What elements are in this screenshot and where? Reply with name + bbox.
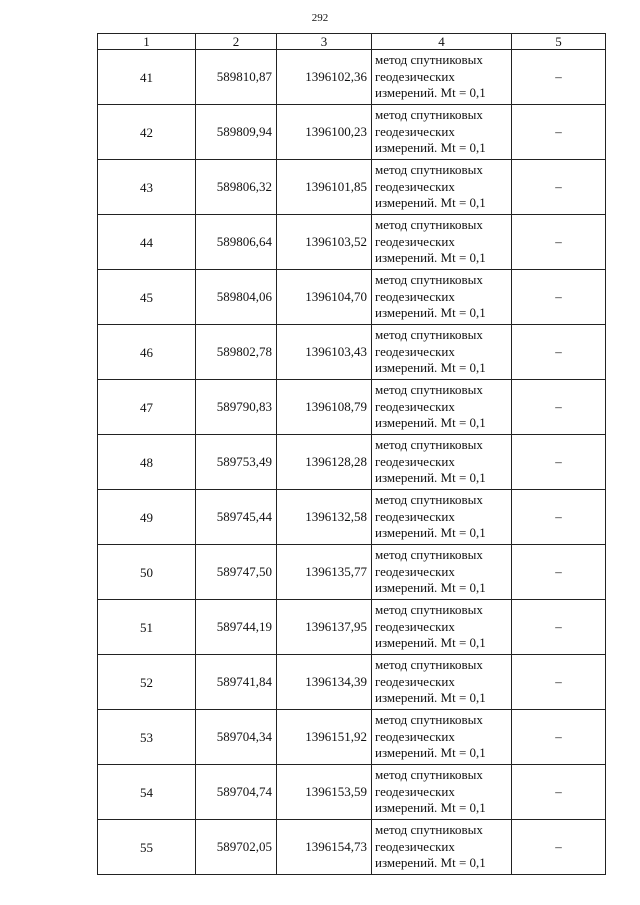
y-coordinate-cell: 1396108,79 — [277, 380, 372, 435]
point-number-cell: 45 — [98, 270, 196, 325]
point-number-cell: 54 — [98, 765, 196, 820]
method-cell — [372, 215, 512, 270]
y-coordinate-cell: 1396132,58 — [277, 490, 372, 545]
method-line: измерений. Mt = 0,1 — [375, 745, 486, 761]
point-number-cell: 48 — [98, 435, 196, 490]
table-row — [98, 160, 606, 215]
x-coordinate-cell: 589810,87 — [196, 50, 277, 105]
method-cell — [372, 820, 512, 875]
method-cell — [372, 105, 512, 160]
header-col-3: 3 — [277, 34, 372, 50]
method-line: метод спутниковых — [375, 822, 483, 838]
x-coordinate-cell: 589747,50 — [196, 545, 277, 600]
table-row — [98, 710, 606, 765]
table-row — [98, 215, 606, 270]
method-line: геодезических — [375, 838, 455, 854]
x-coordinate-cell: 589745,44 — [196, 490, 277, 545]
method-line: метод спутниковых — [375, 327, 483, 343]
table-row — [98, 380, 606, 435]
method-line: метод спутниковых — [375, 602, 483, 618]
point-number-cell: 41 — [98, 50, 196, 105]
method-line: геодезических — [375, 453, 455, 469]
method-line: геодезических — [375, 288, 455, 304]
table-header-row — [98, 34, 606, 50]
method-line: измерений. Mt = 0,1 — [375, 415, 486, 431]
x-coordinate-cell: 589704,34 — [196, 710, 277, 765]
x-coordinate-cell: 589806,64 — [196, 215, 277, 270]
table-row — [98, 105, 606, 160]
method-line: геодезических — [375, 123, 455, 139]
method-line: измерений. Mt = 0,1 — [375, 85, 486, 101]
page-number: 292 — [311, 12, 329, 24]
x-coordinate-cell: 589804,06 — [196, 270, 277, 325]
method-line: геодезических — [375, 728, 455, 744]
method-cell — [372, 710, 512, 765]
table-row — [98, 50, 606, 105]
table-row — [98, 765, 606, 820]
method-line: измерений. Mt = 0,1 — [375, 690, 486, 706]
method-cell — [372, 545, 512, 600]
y-coordinate-cell: 1396154,73 — [277, 820, 372, 875]
point-number-cell: 43 — [98, 160, 196, 215]
method-line: геодезических — [375, 398, 455, 414]
header-col-4: 4 — [372, 34, 512, 50]
table-row — [98, 600, 606, 655]
method-line: геодезических — [375, 233, 455, 249]
method-line: метод спутниковых — [375, 657, 483, 673]
method-cell — [372, 490, 512, 545]
method-line: геодезических — [375, 68, 455, 84]
method-cell — [372, 50, 512, 105]
method-line: измерений. Mt = 0,1 — [375, 635, 486, 651]
method-line: геодезических — [375, 343, 455, 359]
point-number-cell: 51 — [98, 600, 196, 655]
header-col-1: 1 — [98, 34, 196, 50]
note-cell: – — [512, 490, 606, 545]
method-cell — [372, 160, 512, 215]
point-number-cell: 53 — [98, 710, 196, 765]
table-row — [98, 820, 606, 875]
table-row — [98, 325, 606, 380]
x-coordinate-cell: 589790,83 — [196, 380, 277, 435]
method-line: измерений. Mt = 0,1 — [375, 525, 486, 541]
method-line: метод спутниковых — [375, 162, 483, 178]
note-cell: – — [512, 215, 606, 270]
method-line: метод спутниковых — [375, 547, 483, 563]
table-row — [98, 435, 606, 490]
header-col-2: 2 — [196, 34, 277, 50]
note-cell: – — [512, 435, 606, 490]
note-cell: – — [512, 765, 606, 820]
table-row — [98, 490, 606, 545]
method-cell — [372, 765, 512, 820]
x-coordinate-cell: 589702,05 — [196, 820, 277, 875]
method-cell — [372, 270, 512, 325]
method-line: геодезических — [375, 618, 455, 634]
note-cell: – — [512, 820, 606, 875]
method-line: геодезических — [375, 563, 455, 579]
method-line: геодезических — [375, 673, 455, 689]
method-line: измерений. Mt = 0,1 — [375, 800, 486, 816]
point-number-cell: 47 — [98, 380, 196, 435]
note-cell: – — [512, 600, 606, 655]
method-line: метод спутниковых — [375, 492, 483, 508]
method-line: геодезических — [375, 178, 455, 194]
point-number-cell: 55 — [98, 820, 196, 875]
y-coordinate-cell: 1396100,23 — [277, 105, 372, 160]
method-cell — [372, 655, 512, 710]
method-line: метод спутниковых — [375, 107, 483, 123]
y-coordinate-cell: 1396134,39 — [277, 655, 372, 710]
table-body — [98, 50, 606, 875]
note-cell: – — [512, 545, 606, 600]
method-cell — [372, 600, 512, 655]
note-cell: – — [512, 325, 606, 380]
method-cell — [372, 380, 512, 435]
x-coordinate-cell: 589806,32 — [196, 160, 277, 215]
y-coordinate-cell: 1396103,52 — [277, 215, 372, 270]
y-coordinate-cell: 1396135,77 — [277, 545, 372, 600]
y-coordinate-cell: 1396102,36 — [277, 50, 372, 105]
method-line: метод спутниковых — [375, 272, 483, 288]
method-line: измерений. Mt = 0,1 — [375, 140, 486, 156]
point-number-cell: 46 — [98, 325, 196, 380]
method-line: метод спутниковых — [375, 217, 483, 233]
x-coordinate-cell: 589741,84 — [196, 655, 277, 710]
y-coordinate-cell: 1396104,70 — [277, 270, 372, 325]
method-line: измерений. Mt = 0,1 — [375, 855, 486, 871]
method-line: измерений. Mt = 0,1 — [375, 360, 486, 376]
x-coordinate-cell: 589744,19 — [196, 600, 277, 655]
method-cell — [372, 325, 512, 380]
note-cell: – — [512, 655, 606, 710]
method-line: метод спутниковых — [375, 712, 483, 728]
header-col-5: 5 — [512, 34, 606, 50]
method-line: измерений. Mt = 0,1 — [375, 470, 486, 486]
x-coordinate-cell: 589809,94 — [196, 105, 277, 160]
point-number-cell: 50 — [98, 545, 196, 600]
y-coordinate-cell: 1396153,59 — [277, 765, 372, 820]
method-line: измерений. Mt = 0,1 — [375, 250, 486, 266]
method-line: измерений. Mt = 0,1 — [375, 305, 486, 321]
method-cell — [372, 435, 512, 490]
x-coordinate-cell: 589753,49 — [196, 435, 277, 490]
method-line: измерений. Mt = 0,1 — [375, 580, 486, 596]
method-line: геодезических — [375, 508, 455, 524]
y-coordinate-cell: 1396101,85 — [277, 160, 372, 215]
method-line: метод спутниковых — [375, 767, 483, 783]
method-line: метод спутниковых — [375, 382, 483, 398]
x-coordinate-cell: 589704,74 — [196, 765, 277, 820]
point-number-cell: 44 — [98, 215, 196, 270]
method-line: метод спутниковых — [375, 437, 483, 453]
y-coordinate-cell: 1396128,28 — [277, 435, 372, 490]
note-cell: – — [512, 105, 606, 160]
table-row — [98, 270, 606, 325]
y-coordinate-cell: 1396137,95 — [277, 600, 372, 655]
y-coordinate-cell: 1396103,43 — [277, 325, 372, 380]
table-row — [98, 655, 606, 710]
x-coordinate-cell: 589802,78 — [196, 325, 277, 380]
point-number-cell: 52 — [98, 655, 196, 710]
y-coordinate-cell: 1396151,92 — [277, 710, 372, 765]
table-row — [98, 545, 606, 600]
coordinates-table — [97, 33, 606, 875]
point-number-cell: 42 — [98, 105, 196, 160]
method-line: метод спутниковых — [375, 52, 483, 68]
note-cell: – — [512, 50, 606, 105]
note-cell: – — [512, 710, 606, 765]
point-number-cell: 49 — [98, 490, 196, 545]
note-cell: – — [512, 160, 606, 215]
method-line: геодезических — [375, 783, 455, 799]
note-cell: – — [512, 380, 606, 435]
note-cell: – — [512, 270, 606, 325]
method-line: измерений. Mt = 0,1 — [375, 195, 486, 211]
